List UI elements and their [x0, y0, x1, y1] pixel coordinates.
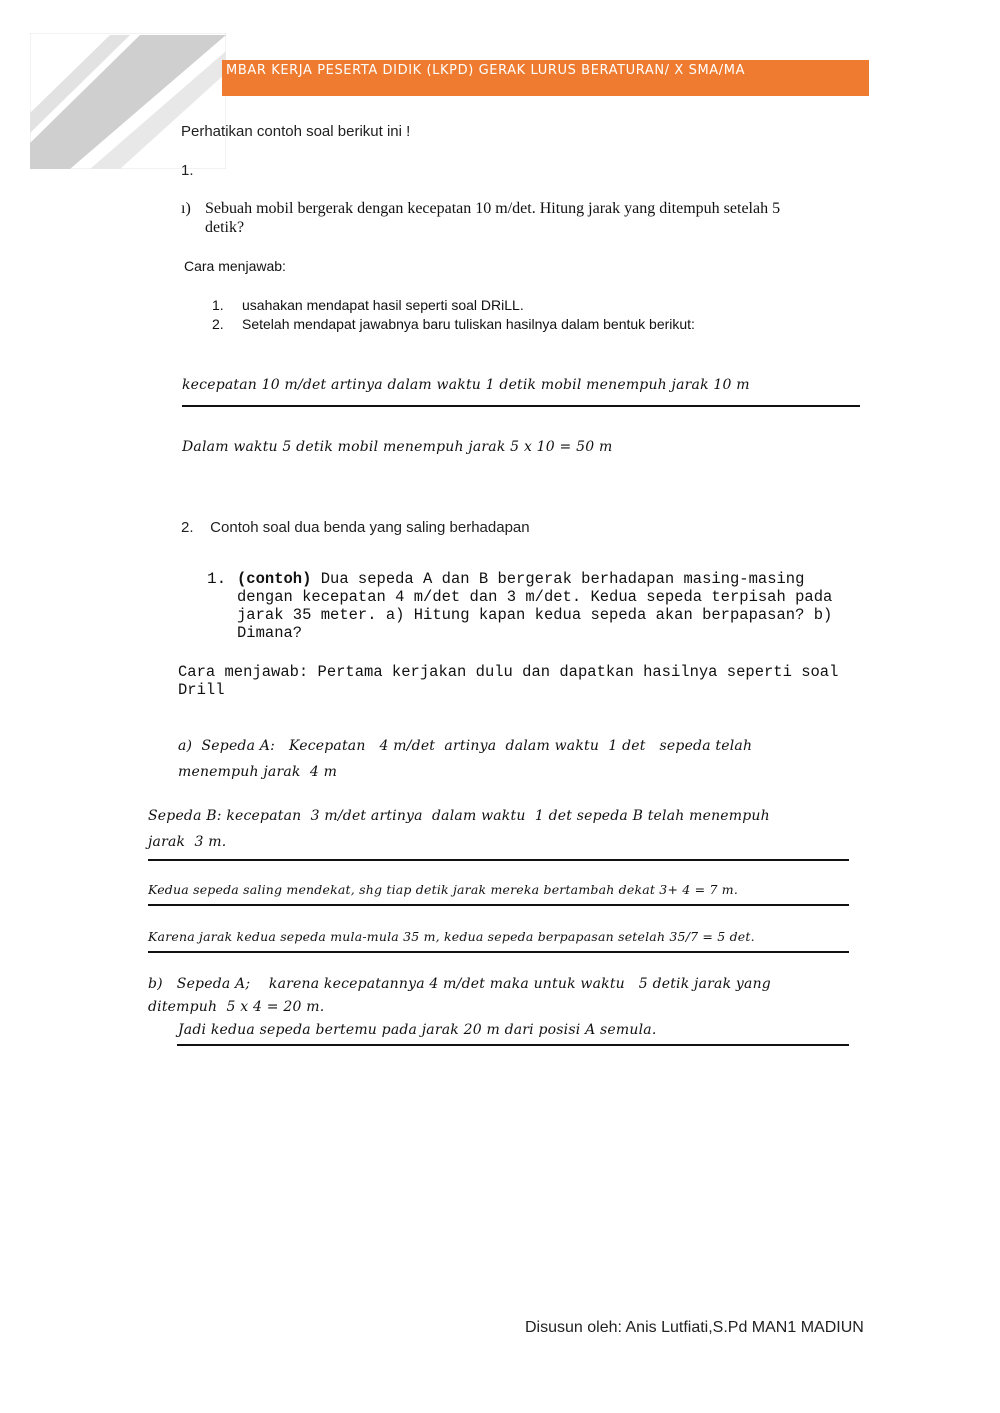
- intro-text: Perhatikan contoh soal berikut ini !: [181, 123, 411, 140]
- footer-author: Disusun oleh: Anis Lutfiati,S.Pd MAN1 MADIUN: [525, 1319, 864, 1336]
- kedua-underline: [148, 904, 849, 906]
- kedua-line: Kedua sepeda saling mendekat, shg tiap detik jarak mereka bertambah dekat 3+ 4 = 7 m.: [148, 882, 739, 897]
- answer1-underline: [182, 405, 860, 407]
- question1-marker: ı): [181, 200, 191, 217]
- problem2-bold: (contoh): [237, 570, 312, 588]
- answer1-handwritten: kecepatan 10 m/det artinya dalam waktu 1 detik mobil menempuh jarak 10 m: [182, 377, 750, 393]
- step1-text: usahakan mendapat hasil seperti soal DRiLL.: [242, 297, 524, 313]
- step2-text: Setelah mendapat jawabnya baru tuliskan hasilnya dalam bentuk berikut:: [242, 316, 695, 332]
- karena-underline: [148, 951, 849, 953]
- answer-bb-line1: b) Sepeda A; karena kecepatannya 4 m/det maka untuk waktu 5 detik jarak yang: [148, 976, 771, 992]
- problem2-line2: dengan kecepatan 4 m/det dan 3 m/det. Kedua sepeda terpisah pada: [237, 588, 833, 606]
- section2-heading: 2. Contoh soal dua benda yang saling berhadapan: [181, 519, 530, 536]
- answer-b-line2: jarak 3 m.: [148, 834, 227, 850]
- karena-line: Karena jarak kedua sepeda mula-mula 35 m, kedua sepeda berpapasan setelah 35/7 = 5 det.: [148, 929, 755, 944]
- answer-a-line1: a) Sepeda A: Kecepatan 4 m/det artinya dalam waktu 1 det sepeda telah: [178, 738, 753, 754]
- problem2-number: 1.: [207, 570, 227, 588]
- jadi-underline: [177, 1044, 849, 1046]
- answer-a-line2: menempuh jarak 4 m: [178, 764, 338, 780]
- header-title: MBAR KERJA PESERTA DIDIK (LKPD) GERAK LURUS BERATURAN/ X SMA/MA: [226, 63, 746, 78]
- answer-b-line1: Sepeda B: kecepatan 3 m/det artinya dalam waktu 1 det sepeda B telah menempuh: [148, 808, 770, 824]
- question1-line1: Sebuah mobil bergerak dengan kecepatan 10 m/det. Hitung jarak yang ditempuh setelah 5: [205, 200, 781, 217]
- step1-number: 1.: [212, 297, 224, 313]
- cara2-line2: Drill: [178, 681, 225, 699]
- section1-number: 1.: [181, 162, 194, 179]
- cara-menjawab-title: Cara menjawab:: [184, 258, 286, 274]
- answer2-handwritten: Dalam waktu 5 detik mobil menempuh jarak 5 x 10 = 50 m: [182, 439, 613, 455]
- question1-line2: detik?: [205, 219, 245, 236]
- jadi-line: Jadi kedua sepeda bertemu pada jarak 20 m dari posisi A semula.: [178, 1022, 657, 1038]
- step2-number: 2.: [212, 316, 224, 332]
- problem2-line4: Dimana?: [237, 624, 303, 642]
- problem2-line1: [237, 570, 804, 588]
- problem2-line3: jarak 35 meter. a) Hitung kapan kedua sepeda akan berpapasan? b): [237, 606, 833, 624]
- page-corner-graphic: [30, 33, 226, 169]
- answer-b-underline: [148, 859, 849, 861]
- problem2-line1-text: Dua sepeda A dan B bergerak berhadapan masing-masing: [311, 570, 805, 588]
- answer-bb-line2: ditempuh 5 x 4 = 20 m.: [148, 999, 325, 1015]
- cara2-line1: Cara menjawab: Pertama kerjakan dulu dan dapatkan hasilnya seperti soal: [178, 663, 839, 681]
